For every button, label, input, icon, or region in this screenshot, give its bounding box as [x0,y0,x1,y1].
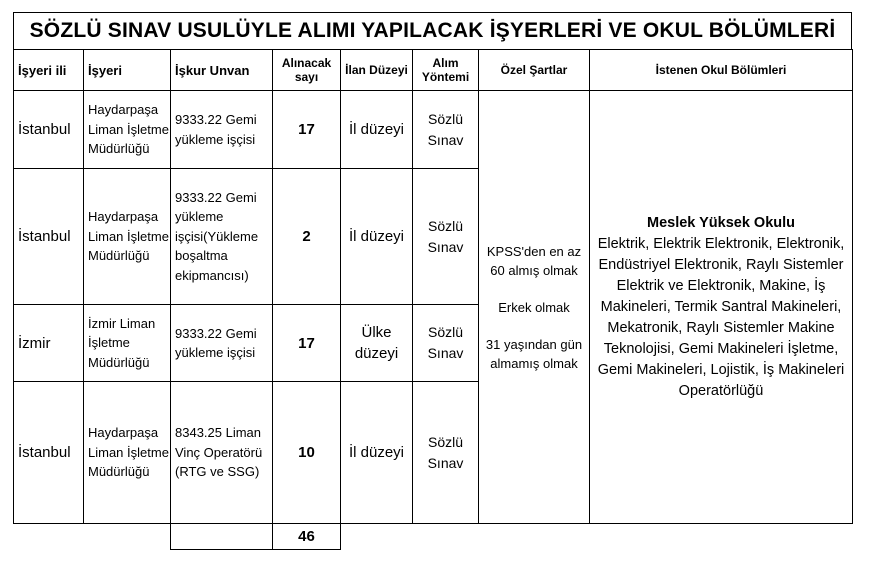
header-count: Alınacak sayı [273,50,341,91]
cell-position: 9333.22 Gemi yükleme işçisi [171,91,273,169]
total-count: 46 [273,524,341,550]
condition-age: 31 yaşından gün almamış olmak [485,336,583,371]
cell-level: İl düzeyi [341,382,413,524]
condition-kpss: KPSS'den en az 60 almış olmak [486,243,582,278]
cell-count: 17 [273,305,341,382]
cell-workplace: Haydarpaşa Liman İşletme Müdürlüğü [84,91,171,169]
positions-table [13,49,853,550]
departments-list: Elektrik, Elektrik Elektronik, Elektronik, Endüstriyel Elektronik, Raylı Sistemler Elektrik ve Elektronik, Makine, İş Makineleri, Termik Santral Makineleri, Mekatronik, Raylı Sistemler Makine Teknolojisi, Gemi Makineleri İşletme, Gemi Makineleri, Lojistik, İş Makineleri Operatörlüğü [597,235,845,399]
cell-count: 2 [273,169,341,305]
cell-position: 9333.22 Gemi yükleme işçisi [171,305,273,382]
page-title: SÖZLÜ SINAV USULÜYLE ALIMI YAPILACAK İŞYERLERİ VE OKUL BÖLÜMLERİ [13,12,852,50]
cell-method: Sözlü Sınav [413,382,479,524]
cell-count: 10 [273,382,341,524]
header-province: İşyeri ili [14,50,84,91]
cell-conditions [479,91,590,524]
header-level: İlan Düzeyi [341,50,413,91]
cell-method: Sözlü Sınav [413,91,479,169]
cell-position: 9333.22 Gemi yükleme işçisi(Yükleme boşaltma ekipmancısı) [171,169,273,305]
cell-workplace: Haydarpaşa Liman İşletme Müdürlüğü [84,382,171,524]
condition-gender: Erkek olmak [498,299,570,315]
cell-method: Sözlü Sınav [413,305,479,382]
cell-province: İstanbul [14,382,84,524]
cell-level: İl düzeyi [341,91,413,169]
cell-method: Sözlü Sınav [413,169,479,305]
cell-workplace: Haydarpaşa Liman İşletme Müdürlüğü [84,169,171,305]
cell-province: İstanbul [14,91,84,169]
header-conditions: Özel Şartlar [479,50,590,91]
header-workplace: İşyeri [84,50,171,91]
header-method: Alım Yöntemi [413,50,479,91]
header-row [14,50,853,91]
total-row [14,524,853,550]
cell-level: Ülke düzeyi [341,305,413,382]
cell-count: 17 [273,91,341,169]
departments-heading: Meslek Yüksek Okulu [646,214,796,231]
header-departments: İstenen Okul Bölümleri [590,50,853,91]
cell-level: İl düzeyi [341,169,413,305]
document [13,12,853,550]
cell-province: İzmir [14,305,84,382]
cell-workplace: İzmir Liman İşletme Müdürlüğü [84,305,171,382]
cell-departments [590,91,853,524]
cell-position: 8343.25 Liman Vinç Operatörü (RTG ve SSG) [171,382,273,524]
cell-province: İstanbul [14,169,84,305]
table-row [14,91,853,169]
total-spacer-cell [171,524,273,550]
header-position: İşkur Unvan [171,50,273,91]
